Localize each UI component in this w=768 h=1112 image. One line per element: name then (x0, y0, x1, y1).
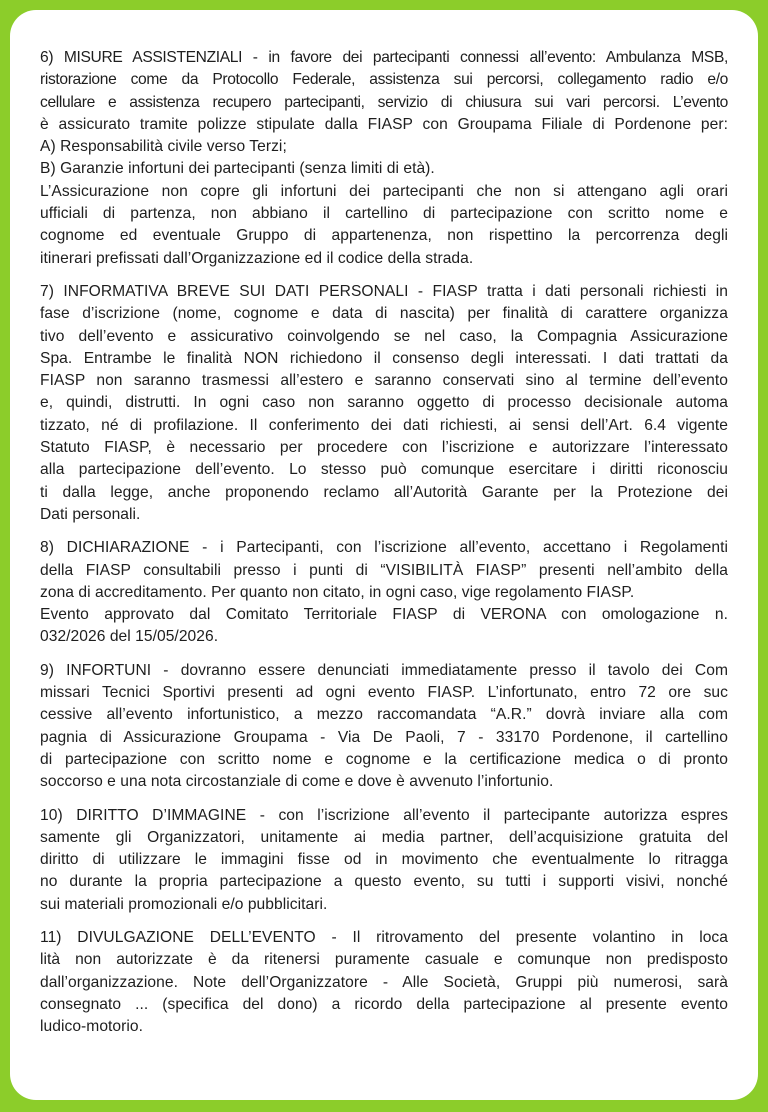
text-line: ristorazione come da Protocollo Federale, assistenza sui percorsi, collegamento radio e/o (40, 71, 728, 89)
text-line: ti dalla legge, anche proponendo reclamo all’Autorità Garante per la Protezione dei (40, 483, 728, 501)
text-line: tivo dell’evento e assicurativo coinvolgendo se nel caso, la Compagnia Assicurazione (40, 327, 728, 345)
section-infortuni (40, 660, 728, 794)
text-line: 11) DIVULGAZIONE DELL’EVENTO - Il ritrovamento del presente volantino in loca (40, 928, 728, 946)
text-line: L’Assicurazione non copre gli infortuni dei partecipanti che non si attengano agli orari (40, 182, 728, 200)
text-line: 10) DIRITTO D’IMMAGINE - con l’iscrizione all’evento il partecipante autorizza espres (40, 806, 728, 824)
text-line: cellulare e assistenza recupero partecipanti, servizio di chiusura sui vari percorsi. L’evento (40, 93, 728, 111)
text-line: 8) DICHIARAZIONE - i Partecipanti, con l’iscrizione all’evento, accettano i Regolamenti (40, 539, 728, 557)
section-informativa-dati-personali (40, 281, 728, 526)
text-line: Dati personali. (40, 505, 141, 523)
text-line: è assicurato tramite polizze stipulate dalla FIASP con Groupama Filiale di Pordenone per: (40, 115, 728, 133)
text-line: ufficiali di partenza, non abbiano il cartellino di partecipazione con scritto nome e (40, 205, 728, 223)
text-line: lità non autorizzate è da ritenersi puramente casuale e comunque non predisposto (40, 951, 728, 969)
text-line: consegnato ... (specifica del dono) a ricordo della partecipazione al presente evento (40, 995, 728, 1013)
text-line: soccorso e una nota circostanziale di come e dove è avvenuto l’infortunio. (40, 773, 554, 791)
text-line: samente gli Organizzatori, unitamente ai media partner, dell’acquisizione gratuita del (40, 828, 728, 846)
text-line: fase d’iscrizione (nome, cognome e data di nascita) per finalità di carattere organizza (40, 305, 728, 323)
text-line: cognome ed eventuale Gruppo di appartenenza, non rispettino la percorrenza degli (40, 227, 728, 245)
section-divulgazione-evento (40, 927, 728, 1038)
text-line: FIASP non saranno trasmessi all’estero e saranno conservati sino al termine dell’evento (40, 372, 728, 390)
text-line: ludico-motorio. (40, 1018, 144, 1036)
text-line: sui materiali promozionali e/o pubblicitari. (40, 895, 328, 913)
text-line: Evento approvato dal Comitato Territoriale FIASP di VERONA con omologazione n. (40, 606, 728, 624)
text-line: no durante la propria partecipazione a questo evento, su tutti i supporti visivi, nonché (40, 873, 728, 891)
text-line: missari Tecnici Sportivi presenti ad ogni evento FIASP. L’infortunato, entro 72 ore suc (40, 684, 728, 702)
text-line: di partecipazione con scritto nome e cognome e la certificazione medica o di pronto (40, 750, 728, 768)
section-dichiarazione (40, 537, 728, 648)
text-line: 6) MISURE ASSISTENZIALI - in favore dei partecipanti connessi all’evento: Ambulanza MSB, (40, 49, 728, 66)
text-line: diritto di utilizzare le immagini fisse od in movimento che eventualmente lo ritragga (40, 851, 728, 869)
text-line: cessive all’evento infortunistico, a mezzo raccomandata “A.R.” dovrà inviare alla com (40, 706, 728, 724)
document-card (10, 10, 758, 1100)
text-line: B) Garanzie infortuni dei partecipanti (senza limiti di età). (40, 160, 435, 178)
text-line: dall’organizzazione. Note dell’Organizzatore - Alle Società, Gruppi più numerosi, sarà (40, 973, 728, 991)
section-diritto-immagine (40, 805, 728, 916)
text-line: e, quindi, distrutti. In ogni caso non saranno oggetto di processo decisionale automa (40, 394, 728, 412)
text-line: itinerari prefissati dall’Organizzazione ed il codice della strada. (40, 249, 474, 267)
text-line: 9) INFORTUNI - dovranno essere denunciati immediatamente presso il tavolo dei Com (40, 661, 728, 679)
text-line: zona di accreditamento. Per quanto non citato, in ogni caso, vige regolamento FIASP. (40, 583, 635, 601)
text-line: della FIASP consultabili presso i punti di “VISIBILITÀ FIASP” presenti nell’ambito della (40, 561, 728, 579)
section-misure-assistenziali (40, 47, 728, 270)
text-line: pagnia di Assicurazione Groupama - Via De Paoli, 7 - 33170 Pordenone, il cartellino (40, 728, 728, 746)
text-line: A) Responsabilità civile verso Terzi; (40, 138, 287, 156)
text-line: Statuto FIASP, è necessario per procedere con l’iscrizione e autorizzare l’interessato (40, 439, 728, 457)
text-line: alla partecipazione dell’evento. Lo stesso può comunque esercitare i diritti riconosciu (40, 461, 728, 479)
text-line: Spa. Entrambe le finalità NON richiedono il consenso degli interessati. I dati trattati da (40, 349, 728, 367)
text-line: 7) INFORMATIVA BREVE SUI DATI PERSONALI - FIASP tratta i dati personali richiesti in (40, 282, 728, 300)
text-line: tizzato, né di profilazione. Il conferimento dei dati richiesti, ai sensi dell’Art. 6.4 vigente (40, 416, 728, 434)
text-line: 032/2026 del 15/05/2026. (40, 628, 219, 646)
